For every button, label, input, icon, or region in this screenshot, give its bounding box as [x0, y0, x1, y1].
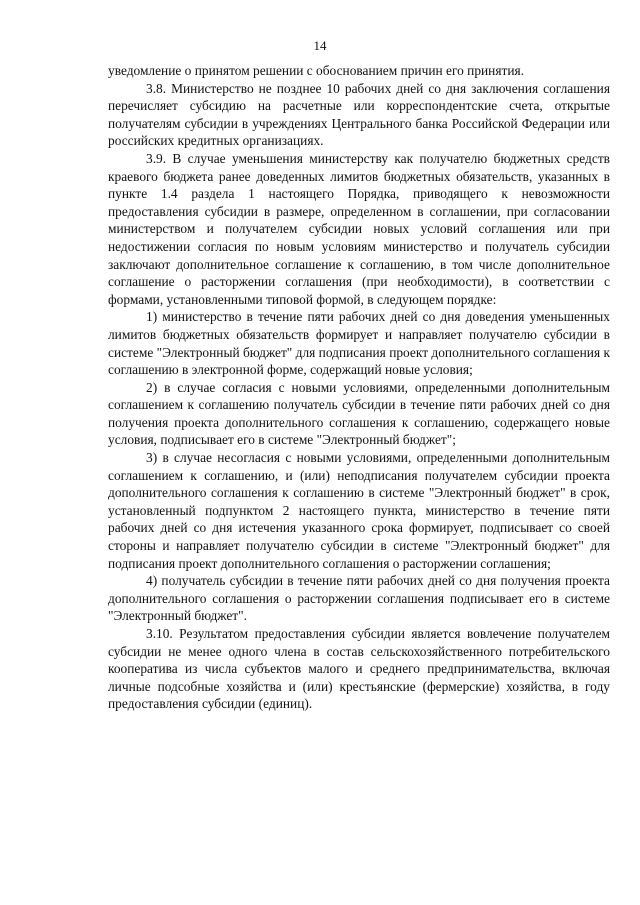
paragraph-continuation: уведомление о принятом решении с обоснованием причин его принятия.	[108, 63, 525, 78]
subparagraph-4: 4) получатель субсидии в течение пяти рабочих дней со дня получения проекта дополнительного соглашения о расторжении соглашения подписывает его в системе "Электронный бюджет".	[108, 573, 610, 624]
subparagraph-3: 3) в случае несогласия с новыми условиями, определенными дополнительным соглашением к соглашению, и (или) неподписания получателем субсидии проекта дополнительного соглашения к соглашению в системе "Электронный бюджет" в срок, установленный подпунктом 2 настоящего пункта, министерство в течение пяти рабочих дней со дня истечения указанного срока формирует, подписывает со своей стороны и направляет получателю субсидии в системе "Электронный бюджет" для подписания проект дополнительного соглашения о расторжении соглашения;	[108, 450, 610, 571]
document-body	[108, 62, 610, 713]
paragraph-3-9: 3.9. В случае уменьшения министерству как получателю бюджетных средств краевого бюджета ранее доведенных лимитов бюджетных обязательств, указанных в пункте 1.4 раздела 1 настоящего Порядка, приводящего к невозможности предоставления субсидии в размере, определенном в соглашении, при согласовании министерством и получателем субсидии новых условий соглашения или при недостижении согласия по новым условиям министерство и получатель субсидии заключают дополнительное соглашение к соглашению, в том числе дополнительное соглашение о расторжении соглашения (при необходимости), в соответствии с формами, установленными типовой формой, в следующем порядке:	[108, 150, 610, 307]
subparagraph-2: 2) в случае согласия с новыми условиями, определенными дополнительным соглашением к соглашению получатель субсидии в течение пяти рабочих дней со дня получения проекта дополнительного соглашения к соглашению, содержащего новые условия, подписывает его в системе "Электронный бюджет";	[108, 379, 610, 448]
subparagraph-1: 1) министерство в течение пяти рабочих дней со дня доведения уменьшенных лимитов бюджетных обязательств формирует и направляет получателю субсидии в системе "Электронный бюджет" для подписания проект дополнительного соглашения к соглашению в электронной форме, содержащий новые условия;	[108, 309, 610, 378]
paragraph-3-8: 3.8. Министерство не позднее 10 рабочих дней со дня заключения соглашения перечисляет субсидию на расчетные или корреспондентские счета, открытые получателям субсидии в учреждениях Центрального банка Российской Федерации или российских кредитных организациях.	[108, 80, 610, 149]
page-number: 14	[313, 38, 327, 53]
paragraph-3-10: 3.10. Результатом предоставления субсидии является вовлечение получателем субсидии не менее одного члена в состав сельскохозяйственного потребительского кооператива из числа субъектов малого и среднего предпринимательства, включая личные подсобные хозяйства и (или) крестьянские (фермерские) хозяйства, в году предоставления субсидии (единиц).	[108, 626, 610, 712]
